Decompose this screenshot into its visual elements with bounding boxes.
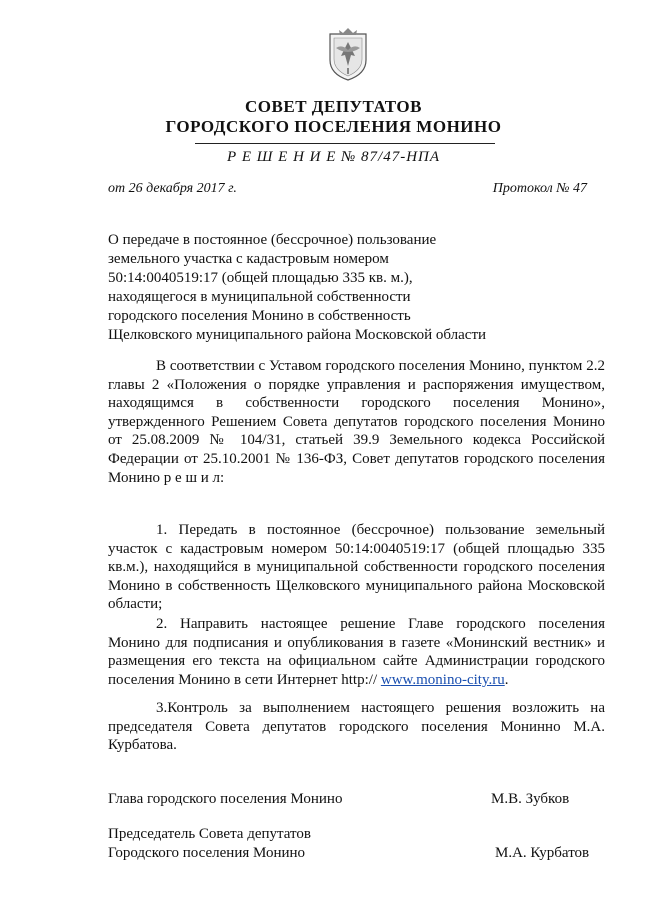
header-divider xyxy=(195,143,495,144)
item-2-end: . xyxy=(504,671,509,688)
website-link[interactable]: www.monino-city.ru xyxy=(380,671,505,688)
subject-line: Щелковского муниципального района Московской области xyxy=(108,327,487,343)
subject-line: О передаче в постоянное (бессрочное) пользование xyxy=(108,232,437,248)
chair-title-line: Городского поселения Монино xyxy=(108,845,306,861)
subject-line: земельного участка с кадастровым номером xyxy=(108,251,389,267)
chair-signature-title xyxy=(108,825,311,863)
decision-number: Р Е Ш Е Н И Е № 87/47-НПА xyxy=(226,149,441,165)
item-3-paragraph xyxy=(108,699,605,755)
decision-subject xyxy=(108,231,568,345)
coat-of-arms-emblem xyxy=(326,26,370,82)
chair-signature-name: М.А. Курбатов xyxy=(495,845,590,861)
subject-line: 50:14:0040519:17 (общей площадью 335 кв. м.), xyxy=(108,270,413,286)
item-2-text: 2. Направить настоящее решение Главе городского поселения Монино для подписания и опубликования в газете «Монинский вестник» и размещения его текста на официальном сайте Администрации городского поселения Монино в сети Интернет http:// xyxy=(108,616,605,688)
subject-line: находящегося в муниципальной собственности xyxy=(108,289,411,305)
head-signature-name: М.В. Зубков xyxy=(491,791,570,807)
council-name: СОВЕТ ДЕПУТАТОВ xyxy=(245,97,422,116)
decision-date: от 26 декабря 2017 г. xyxy=(108,181,237,196)
item-2-paragraph xyxy=(108,615,605,689)
chair-title-line: Председатель Совета депутатов xyxy=(108,826,311,842)
preamble-text: В соответствии с Уставом городского поселения Монино, пунктом 2.2 главы 2 «Положения о порядке управления и распоряжения имуществом, находящимся в собственности городского поселения Монино», утвержденного Решением Совета депутатов городского поселения Монино от 25.08.2009 № 104/31, статьей 39.9 Земельного кодекса Российской Федерации от 25.10.2001 № 136-ФЗ, Совет депутатов городского поселения Монино р е ш и л: xyxy=(108,358,605,486)
item-3-text: 3.Контроль за выполнением настоящего решения возложить на председателя Совета депутатов городского поселения Монинно М.А. Курбатова. xyxy=(108,700,605,754)
item-1-paragraph xyxy=(108,521,605,614)
settlement-name: ГОРОДСКОГО ПОСЕЛЕНИЯ МОНИНО xyxy=(165,117,502,136)
protocol-number: Протокол № 47 xyxy=(492,181,587,196)
subject-line: городского поселения Монино в собственность xyxy=(108,308,411,324)
preamble-paragraph xyxy=(108,357,605,487)
head-signature-title: Глава городского поселения Монино xyxy=(108,791,343,807)
item-1-text: 1. Передать в постоянное (бессрочное) пользование земельный участок с кадастровым номером 50:14:0040519:17 (общей площадью 335 кв.м.), находящийся в муниципальной собственности городского поселения Монино в собственность Щелковского муниципального района Московской области; xyxy=(108,522,605,613)
